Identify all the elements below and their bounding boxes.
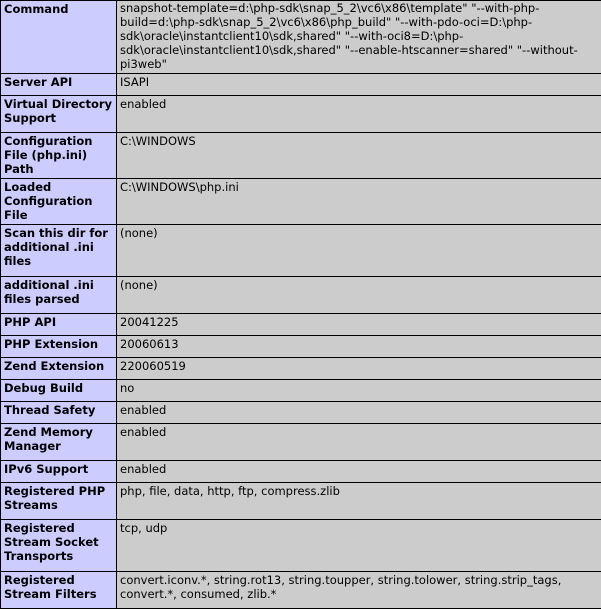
row-value: C:\WINDOWS\php.ini xyxy=(117,179,601,225)
row-value: no xyxy=(117,380,601,402)
table-row xyxy=(1,96,601,133)
row-label: Configuration File (php.ini) Path xyxy=(1,133,117,179)
row-label: Registered Stream Filters xyxy=(1,572,117,609)
row-value: 220060519 xyxy=(117,358,601,380)
table-row xyxy=(1,133,601,179)
table-row xyxy=(1,483,601,520)
row-label: Virtual Directory Support xyxy=(1,96,117,133)
row-value: enabled xyxy=(117,402,601,424)
row-value: C:\WINDOWS xyxy=(117,133,601,179)
row-value: snapshot-template=d:\php-sdk\snap_5_2\vc6\x86\template" "--with-php-build=d:\php-sdk\snap_5_2\vc6\x86\php_build" "--with-pdo-oci=D:\php-sdk\oracle\instantclient10\sdk,shared" "--with-oci8=D:\php-sdk\oracle\instantclient10\sdk,shared" "--enable-htscanner=shared" "--without-pi3web" xyxy=(117,1,601,74)
table-row xyxy=(1,402,601,424)
row-value: enabled xyxy=(117,96,601,133)
row-label: Zend Extension xyxy=(1,358,117,380)
row-label: additional .ini files parsed xyxy=(1,277,117,314)
row-value: enabled xyxy=(117,461,601,483)
row-label: Command xyxy=(1,1,117,74)
row-label: Registered PHP Streams xyxy=(1,483,117,520)
row-value: (none) xyxy=(117,277,601,314)
table-row xyxy=(1,1,601,74)
row-value: (none) xyxy=(117,225,601,277)
row-value: 20041225 xyxy=(117,314,601,336)
row-label: IPv6 Support xyxy=(1,461,117,483)
table-row xyxy=(1,380,601,402)
table-row xyxy=(1,277,601,314)
row-label: Registered Stream Socket Transports xyxy=(1,520,117,572)
row-label: Debug Build xyxy=(1,380,117,402)
row-value: convert.iconv.*, string.rot13, string.toupper, string.tolower, string.strip_tags, convert.*, consumed, zlib.* xyxy=(117,572,601,609)
table-row xyxy=(1,74,601,96)
row-value: ISAPI xyxy=(117,74,601,96)
row-label: PHP Extension xyxy=(1,336,117,358)
row-value: php, file, data, http, ftp, compress.zlib xyxy=(117,483,601,520)
row-value: tcp, udp xyxy=(117,520,601,572)
table-row xyxy=(1,179,601,225)
row-label: Server API xyxy=(1,74,117,96)
row-label: PHP API xyxy=(1,314,117,336)
table-row xyxy=(1,358,601,380)
table-row xyxy=(1,424,601,461)
row-value: 20060613 xyxy=(117,336,601,358)
row-label: Scan this dir for additional .ini files xyxy=(1,225,117,277)
row-value: enabled xyxy=(117,424,601,461)
table-row xyxy=(1,314,601,336)
row-label: Thread Safety xyxy=(1,402,117,424)
table-row xyxy=(1,572,601,609)
table-row xyxy=(1,225,601,277)
table-row xyxy=(1,461,601,483)
row-label: Loaded Configuration File xyxy=(1,179,117,225)
table-row xyxy=(1,520,601,572)
row-label: Zend Memory Manager xyxy=(1,424,117,461)
table-row xyxy=(1,336,601,358)
